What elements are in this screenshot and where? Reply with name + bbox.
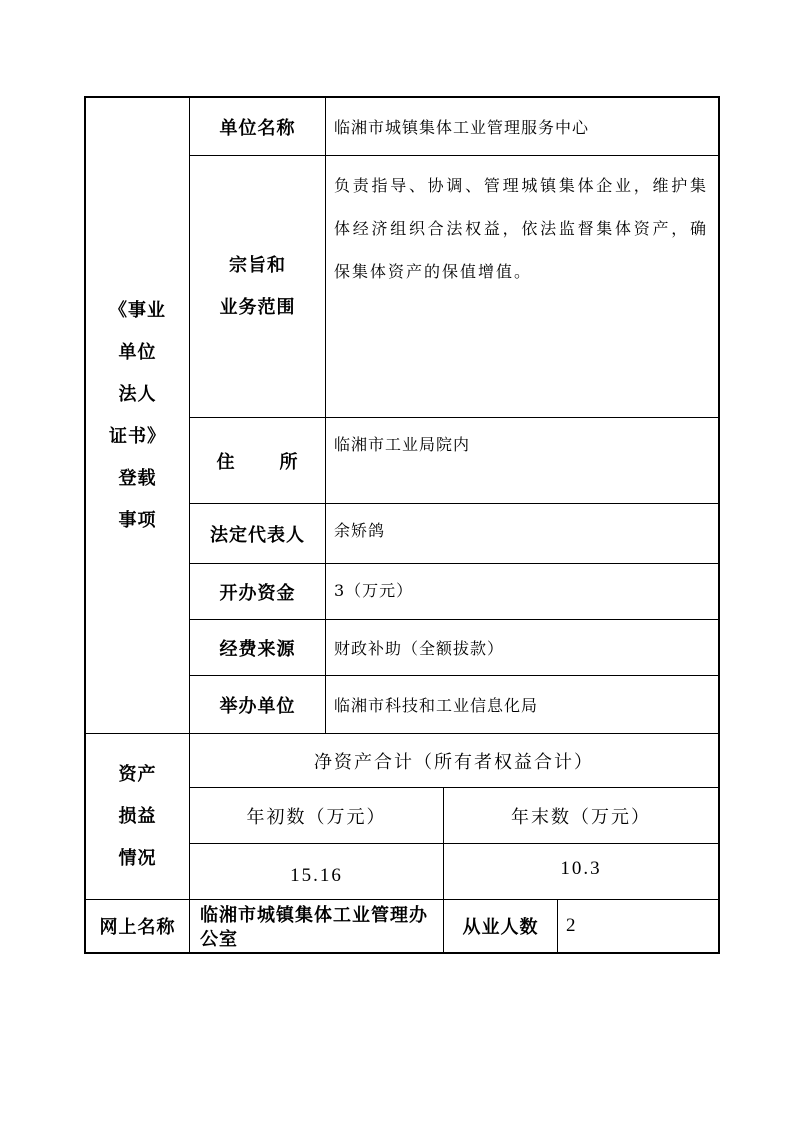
sponsor-label: 举办单位 [190,676,326,734]
address-label: 住 所 [190,418,326,504]
assets-header: 资产 损益 情况 [86,734,190,900]
sponsor-value: 临湘市科技和工业信息化局 [326,676,718,734]
staff-label: 从业人数 [444,900,558,952]
funding-source-label: 经费来源 [190,620,326,676]
begin-value: 15.16 [190,844,444,900]
header-line: 单位 [118,341,157,363]
registration-table [84,96,720,954]
header-line: 《事业 [109,299,166,321]
registration-items-header [86,98,190,734]
header-line: 登载 [118,467,157,489]
begin-label: 年初数（万元） [190,788,444,844]
legal-rep-label: 法定代表人 [190,504,326,564]
unit-name-label: 单位名称 [190,98,326,156]
header-line: 事项 [118,509,157,531]
legal-rep-value: 余矫鸽 [326,504,718,564]
end-label: 年末数（万元） [444,788,718,844]
unit-name-value: 临湘市城镇集体工业管理服务中心 [326,98,718,156]
staff-value: 2 [566,915,576,936]
online-name-label: 网上名称 [86,900,190,952]
header-line: 法人 [118,383,157,405]
funding-source-value: 财政补助（全额拔款） [326,620,718,676]
header-line: 证书》 [109,425,166,447]
capital-label: 开办资金 [190,564,326,620]
address-value: 临湘市工业局院内 [326,418,718,504]
purpose-label: 宗旨和 业务范围 [190,156,326,418]
online-name-value: 临湘市城镇集体工业管理办公室 [190,900,444,952]
end-value: 10.3 [444,844,718,900]
capital-value: 3（万元） [326,564,718,620]
purpose-value: 负责指导、协调、管理城镇集体企业，维护集体经济组织合法权益，依法监督集体资产，确保集体资产的保值增值。 [326,156,718,418]
net-assets-label: 净资产合计（所有者权益合计） [190,734,718,788]
